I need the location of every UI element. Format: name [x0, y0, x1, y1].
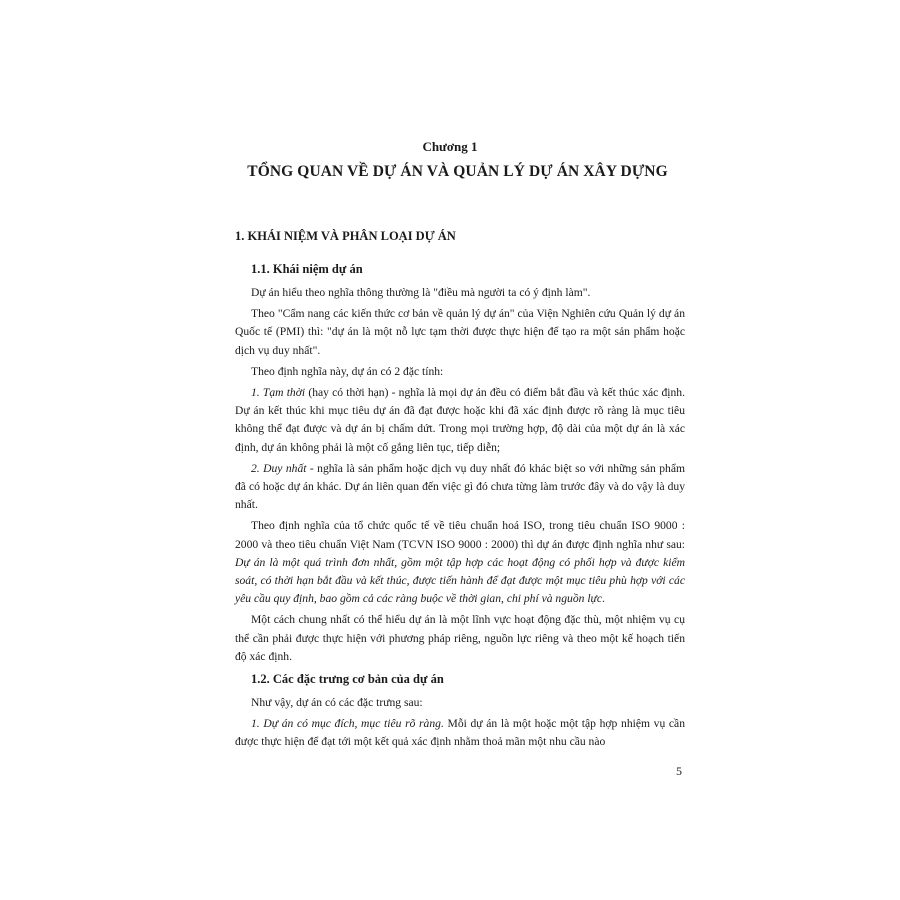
italic-definition: Dự án là một quá trình đơn nhất, gồm một tập hợp các hoạt động có phối hợp và được kiểm soát, có thời hạn bắt đầu và kết thúc, được tiến hành để đạt được một mục tiêu phù hợp với các yêu cầu quy định, bao gồm cả các ràng buộc về thời gian, chi phí và nguồn lực: [235, 555, 685, 606]
paragraph: [235, 517, 685, 608]
page-number: 5: [676, 764, 682, 778]
italic-term: 1. Dự án có mục đích, mục tiêu rõ ràng.: [251, 717, 444, 731]
section-heading: 1. KHÁI NIỆM VÀ PHÂN LOẠI DỰ ÁN: [235, 229, 456, 243]
italic-term: 1. Tạm thời: [251, 386, 306, 400]
paragraph: [235, 715, 685, 751]
paragraph-text: Mỗi dự án là một hoặc một tập hợp nhiệm vụ cần được thực hiện để đạt tới một kết quả xác định nhằm thoả mãn một nhu cầu nào: [235, 717, 685, 749]
paragraph-text: Theo định nghĩa của tổ chức quốc tế về tiêu chuẩn hoá ISO, trong tiêu chuẩn ISO 9000 : 2000 và theo tiêu chuẩn Việt Nam (TCVN ISO 9000 : 2000) thì dự án được định nghĩa như sau:: [235, 519, 685, 551]
subsection-heading-1-1: 1.1. Khái niệm dự án: [251, 262, 363, 276]
paragraph: Dự án hiểu theo nghĩa thông thường là "điều mà người ta có ý định làm".: [251, 286, 591, 299]
subsection-heading-1-2: 1.2. Các đặc trưng cơ bản của dự án: [251, 672, 444, 687]
page-body: [235, 226, 685, 755]
paragraph-text: (hay có thời hạn) - nghĩa là mọi dự án đều có điểm bắt đầu và kết thúc xác định. Dự án kết thúc khi mục tiêu dự án đã đạt được hoặc khi đã xác định được rõ ràng là mục tiêu không thể đạt được và dự án bị chấm dứt. Trong mọi trường hợp, độ dài của một dự án là xác định, dự án không phải là một cố gắng liên tục, tiếp diễn;: [235, 386, 685, 454]
paragraph-text: - nghĩa là sản phẩm hoặc dịch vụ duy nhất đó khác biệt so với những sản phẩm đã có hoặc dự án khác. Dự án liên quan đến việc gì đó chưa từng làm trước đây và do vậy là duy nhất.: [235, 461, 686, 512]
italic-term: 2. Duy nhất: [251, 461, 307, 475]
paragraph: Một cách chung nhất có thể hiểu dự án là một lĩnh vực hoạt động đặc thù, một nhiệm vụ cụ thể cần phải được thực hiện với phương pháp riêng, nguồn lực riêng và theo một kế hoạch tiến độ xác định.: [235, 613, 685, 663]
chapter-label: Chương 1: [422, 139, 478, 154]
paragraph: [235, 384, 685, 457]
paragraph: Theo "Cẩm nang các kiến thức cơ bản về quản lý dự án" của Viện Nghiên cứu Quản lý dự án Quốc tế (PMI) thì: "dự án là một nỗ lực tạm thời được thực hiện để tạo ra một sản phẩm hoặc dịch vụ duy nhất".: [235, 307, 685, 357]
chapter-title: TỔNG QUAN VỀ DỰ ÁN VÀ QUẢN LÝ DỰ ÁN XÂY DỰNG: [247, 163, 668, 180]
paragraph: [235, 460, 685, 515]
paragraph-end: .: [602, 592, 605, 606]
paragraph: Như vậy, dự án có các đặc trưng sau:: [251, 696, 423, 710]
paragraph: Theo định nghĩa này, dự án có 2 đặc tính:: [251, 364, 444, 378]
